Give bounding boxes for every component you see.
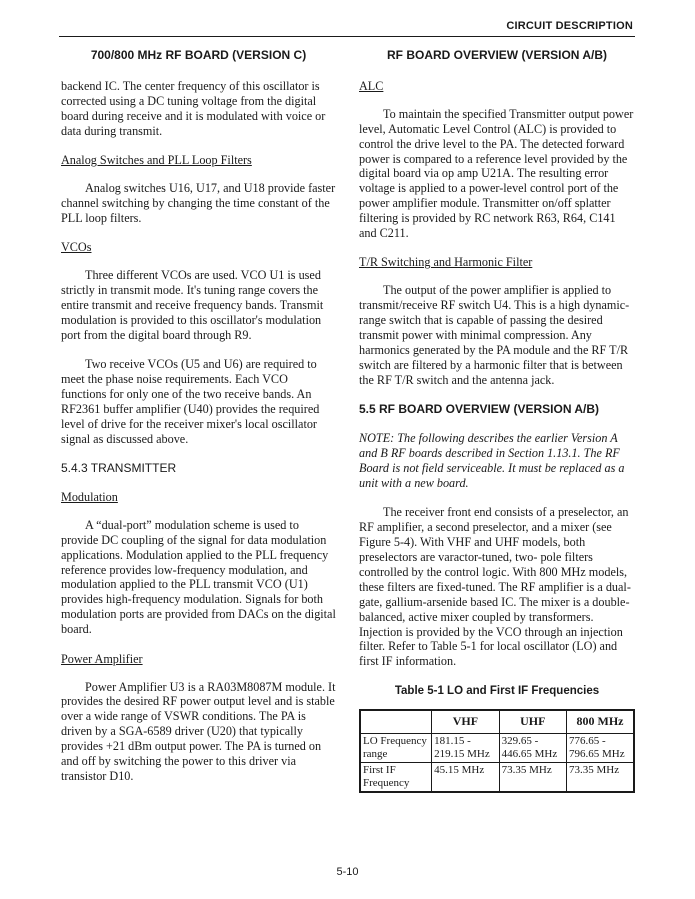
table-cell: LO Frequency range <box>360 733 432 762</box>
analog-switches-title: Analog Switches and PLL Loop Filters <box>61 153 252 168</box>
right-column-heading: RF BOARD OVERVIEW (VERSION A/B) <box>386 48 607 62</box>
analog-switches-paragraph: Analog switches U16, U17, and U18 provide faster channel switching by changing the time constant of the PLL loop filters. <box>61 180 336 225</box>
tr-switching-paragraph: The output of the power amplifier is applied to transmit/receive RF switch U4. This is a high dynamic-range switch that is capable of passing the desired transmit power with minimal compression. Any harmonics generated by the PA module and the RF T/R switch are filtered by a harmonic filter that is between the RF T/R switch and the antenna jack. <box>359 283 630 387</box>
note-paragraph: NOTE: The following describes the earlier Version A and B RF boards described in Section 1.13.1. The RF Board is not field serviceable. It must be replaced as a unit with a new board. <box>359 431 625 490</box>
vcos-paragraph-2: Two receive VCOs (U5 and U6) are required to meet the phase noise requirements. Each VCO functions for only one of the two receive bands. An RF2361 buffer amplifier (U40) provides the required level of drive for the receiver mixer's local oscillator signal as discussed above. <box>61 357 320 446</box>
modulation-paragraph: A “dual-port” modulation scheme is used to provide DC coupling of the signal for data modulation applications. Modulation applied to the PLL frequency reference provides low-frequency modulation, and modulation applied to the PLL transmit VCO (U1) provides high-frequency modulation. Signals for both modulation ports are provided from DACs on the digital board. <box>61 517 336 637</box>
header-rule <box>59 36 635 37</box>
table-cell: 181.15 - 219.15 MHz <box>432 733 499 762</box>
alc-paragraph: To maintain the specified Transmitter output power level, Automatic Level Control (ALC) is provided to control the drive level to the PA. The detected forward power is compared to a reference level provided by the digital board via op amp U21A. The resulting error voltage is applied to a power-level control port of the power amplifier module. Transmitter on/off splatter filtering is provided by RC network R63, R64, C141 and C211. <box>359 106 634 241</box>
vcos-paragraph-1: Three different VCOs are used. VCO U1 is used strictly in transmit mode. It's tuning range covers the entire transmit and receive frequency bands. Transmit modulation is provided to this oscillator's modulation port from the digital board through R9. <box>61 268 324 342</box>
right-column <box>359 48 635 793</box>
table-cell: 329.65 - 446.65 MHz <box>499 733 566 762</box>
table-row <box>360 762 634 792</box>
table-cell: 776.65 - 796.65 MHz <box>567 733 634 762</box>
alc-title: ALC <box>359 78 384 93</box>
table-header-cell: VHF <box>432 710 499 734</box>
section-label: CIRCUIT DESCRIPTION <box>506 20 633 32</box>
left-column <box>61 48 336 798</box>
table-title: Table 5-1 LO and First IF Frequencies <box>394 684 600 697</box>
table-header-row <box>360 710 634 734</box>
vcos-title: VCOs <box>61 240 92 255</box>
table-cell: 73.35 MHz <box>567 762 634 792</box>
left-column-heading: 700/800 MHz RF BOARD (VERSION C) <box>90 48 307 62</box>
table-cell: First IF Frequency <box>360 762 432 792</box>
power-amplifier-title: Power Amplifier <box>61 651 143 666</box>
rf-board-overview-title: 5.5 RF BOARD OVERVIEW (VERSION A/B) <box>359 402 600 417</box>
intro-paragraph: backend IC. The center frequency of this oscillator is corrected using a DC tuning voltage from the digital board during receive and it is modulated with voice or data during transmit. <box>61 78 326 138</box>
transmitter-section-title: 5.4.3 TRANSMITTER <box>61 461 177 476</box>
lo-if-frequency-table <box>359 709 635 793</box>
modulation-title: Modulation <box>61 489 118 504</box>
table-cell: 45.15 MHz <box>432 762 499 792</box>
table-row <box>360 733 634 762</box>
table-header-cell: 800 MHz <box>567 710 634 734</box>
tr-switching-title: T/R Switching and Harmonic Filter <box>359 255 533 270</box>
table-cell: 73.35 MHz <box>499 762 566 792</box>
page-number: 5-10 <box>336 866 359 878</box>
power-amplifier-paragraph: Power Amplifier U3 is a RA03M8087M module. It provides the desired RF power output level and is stable over a wide range of VSWR conditions. The PA is driven by a SGA-6589 driver (U20) that typically provides +21 dBm output power. The PA is turned on and off by switching the power to this driver via transistor D10. <box>61 679 336 783</box>
receiver-paragraph: The receiver front end consists of a preselector, an RF amplifier, a second preselector, and a mixer (see Figure 5-4). With VHF and UHF models, both preselectors are varactor-tuned, two- pole filters controlled by the control logic. With 800 MHz models, these filters are fixed-tuned. The RF amplifier is a dual-gate, gallium-arsenide based IC. The mixer is a double-balanced, active mixer coupled by transformers. Injection is provided by the VCO through an injection filter. Refer to Table 5-1 for local oscillator (LO) and first IF information. <box>359 505 631 669</box>
table-header-cell: UHF <box>499 710 566 734</box>
table-header-cell <box>360 710 432 734</box>
